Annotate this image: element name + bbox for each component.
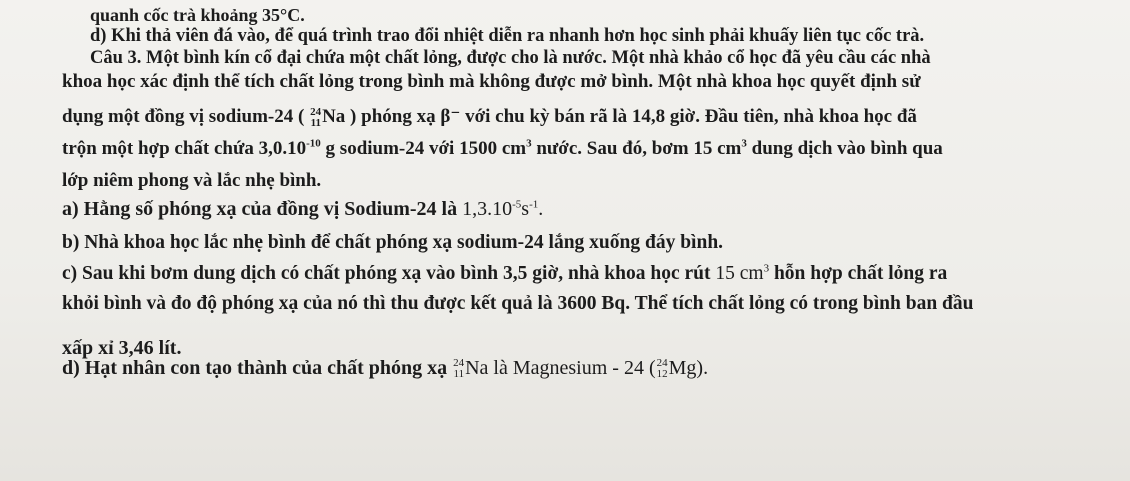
- element-symbol: Na: [322, 106, 346, 127]
- mg24-nuclide: [657, 358, 668, 380]
- item-d-label: d): [90, 26, 107, 46]
- period: .: [538, 198, 544, 220]
- constant-base: 1,3.10: [462, 198, 513, 220]
- sample-exponent: 3: [763, 262, 770, 275]
- text-segment: lớp niêm phong và lắc nhẹ bình.: [62, 170, 322, 191]
- constant-exponent: -5: [512, 198, 522, 211]
- mass-exponent: -10: [306, 137, 321, 150]
- item-d2-label: d): [62, 357, 80, 379]
- text-segment: g sodium-24 với: [325, 138, 455, 159]
- line-10: [62, 262, 947, 286]
- na24-nuclide-2: [453, 358, 464, 380]
- text-segment: dụng một đồng vị sodium-24 (: [62, 106, 305, 127]
- item-c-text-2: khỏi bình và đo độ phóng xạ của nó thì thu được kết quả là 3600 Bq. Thể tích chất lỏng có trong bình ban đầu: [62, 293, 974, 314]
- line-2: [90, 24, 924, 48]
- item-c-text: Sau khi bơm dung dịch có chất phóng xạ vào bình 3,5 giờ, nhà khoa học rút: [82, 263, 711, 284]
- mass-number: 24: [453, 357, 465, 370]
- closing: ).: [696, 357, 709, 379]
- text-segment: hỗn hợp chất lỏng ra: [773, 263, 948, 284]
- item-b-text: Nhà khoa học lắc nhẹ bình để chất phóng xạ sodium-24 lắng xuống đáy bình.: [84, 232, 724, 253]
- sample-volume: [715, 263, 769, 284]
- question-3-text: Một bình kín cổ đại chứa một chất lỏng, được cho là nước. Một nhà khảo cổ học đã yêu cầu các nhà: [146, 48, 931, 68]
- question-3-label: Câu 3.: [90, 48, 142, 68]
- item-d-text: Khi thả viên đá vào, để quá trình trao đổi nhiệt diễn ra nhanh hơn học sinh phải khuấy liên tục cốc trà.: [111, 26, 925, 46]
- decay-constant: [462, 198, 543, 220]
- atomic-number: 12: [656, 368, 668, 381]
- element-symbol: Mg: [668, 357, 697, 379]
- question-3-text-2: khoa học xác định thể tích chất lỏng trong bình mà không được mở bình. Một nhà khoa học quyết định sử: [62, 71, 921, 92]
- mass-number: 24: [656, 357, 668, 370]
- text-segment: trộn một hợp chất chứa: [62, 138, 254, 159]
- sample-base: 15 cm: [715, 263, 764, 284]
- pump-exponent: 3: [741, 137, 747, 150]
- mass-number: 24: [310, 105, 322, 118]
- text-segment: ) phóng xạ β⁻ với chu kỳ bán rã là 14,8 giờ. Đầu tiên, nhà khoa học đã: [350, 106, 917, 127]
- line-3: [90, 46, 931, 70]
- line-5: [62, 105, 917, 129]
- atomic-number: 11: [310, 116, 322, 129]
- line-9: [62, 231, 723, 255]
- na24-nuclide: [310, 107, 321, 129]
- pump-base: 15 cm: [693, 138, 742, 159]
- mass-value: [259, 138, 321, 159]
- volume-base: 1500 cm: [459, 138, 527, 159]
- item-c-label: c): [62, 263, 78, 284]
- item-d2-text: Hạt nhân con tạo thành của chất phóng xạ: [84, 357, 448, 379]
- line-4: [62, 70, 921, 94]
- volume-exponent: 3: [526, 137, 532, 150]
- pump-volume: [693, 138, 747, 159]
- line-6: [62, 137, 943, 161]
- item-c-text-3: xấp xỉ 3,46 lít.: [62, 337, 182, 359]
- volume-value: [459, 138, 532, 159]
- constant-unit: s: [521, 198, 530, 220]
- unit-exponent: -1: [529, 198, 539, 211]
- intro-text: quanh cốc trà khoảng 35°C.: [90, 5, 305, 25]
- line-7: [62, 169, 321, 193]
- item-b-label: b): [62, 232, 80, 253]
- atomic-number: 11: [453, 368, 465, 381]
- line-11: [62, 292, 973, 316]
- line-8: [62, 197, 543, 221]
- item-a-text: Hằng số phóng xạ của đồng vị Sodium-24 là: [83, 198, 458, 220]
- element-text: Na là Magnesium - 24 (: [465, 357, 656, 379]
- mass-base: 3,0.10: [258, 138, 307, 159]
- text-segment: dung dịch vào bình qua: [751, 138, 943, 159]
- item-a-label: a): [62, 198, 79, 220]
- line-13: [62, 356, 708, 380]
- text-segment: nước. Sau đó, bơm: [536, 138, 689, 159]
